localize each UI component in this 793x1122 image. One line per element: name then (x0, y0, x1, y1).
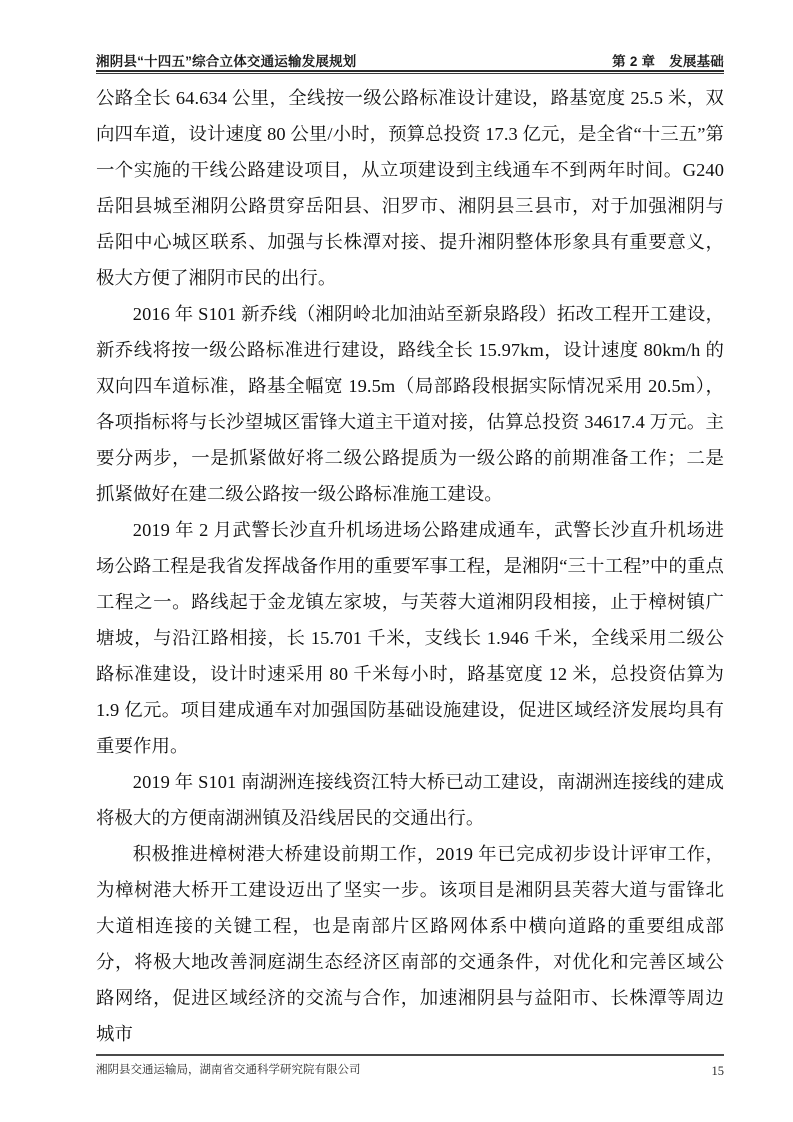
body-paragraph-4: 2019 年 S101 南湖洲连接线资江特大桥已动工建设，南湖洲连接线的建成将极大的方便南湖洲镇及沿线居民的交通出行。 (96, 772, 724, 828)
body-paragraph-3: 2019 年 2 月武警长沙直升机场进场公路建成通车，武警长沙直升机场进场公路工程是我省发挥战备作用的重要军事工程，是湘阴“三十工程”中的重点工程之一。路线起于金龙镇左家坡，与芙蓉大道湘阴段相接，止于樟树镇广塘坡，与沿江路相接，长 15.701 千米，支线长 1.946 千米，全线采用二级公路标准建设，设计时速采用 80 千米每小时，路基宽度 12 米，总投资估算为 1.9 亿元。项目建成通车对加强国防基础设施建设，促进区域经济发展均具有重要作用。 (96, 520, 724, 756)
header-chapter-title: 发展基础 (669, 54, 724, 70)
running-footer (96, 1060, 724, 1082)
header-chapter (612, 55, 724, 70)
footer-organizations: 湘阴县交通运输局，湖南省交通科学研究院有限公司 (96, 1064, 361, 1077)
body-text-area (96, 80, 724, 1044)
footer-divider-rule (96, 1054, 724, 1056)
header-divider-rule (96, 70, 724, 74)
body-paragraph-5: 积极推进樟树港大桥建设前期工作，2019 年已完成初步设计评审工作，为樟树港大桥开工建设迈出了坚实一步。该项目是湘阴县芙蓉大道与雷锋北大道相连接的关键工程，也是南部片区路网体系中横向道路的重要组成部分，将极大地改善洞庭湖生态经济区南部的交通条件，对优化和完善区域公路网络，促进区域经济的交流与合作，加速湘阴县与益阳市、长株潭等周边城市 (96, 844, 724, 1044)
header-rule-thick (96, 70, 724, 72)
header-rule-thin (96, 73, 724, 74)
header-document-title: 湘阴县“十四五”综合立体交通运输发展规划 (96, 54, 357, 70)
header-chapter-number: 第 2 章 (612, 54, 656, 70)
running-header (96, 44, 724, 70)
footer-page-number: 15 (711, 1063, 724, 1078)
body-paragraph-2: 2016 年 S101 新乔线（湘阴岭北加油站至新泉路段）拓改工程开工建设，新乔线将按一级公路标准进行建设，路线全长 15.97km，设计速度 80km/h 的双向四车道标准，路基全幅宽 19.5m（局部路段根据实际情况采用 20.5m），各项指标将与长沙望城区雷锋大道主干道对接，估算总投资 34617.4 万元。主要分两步，一是抓紧做好将二级公路提质为一级公路的前期准备工作；二是抓紧做好在建二级公路按一级公路标准施工建设。 (96, 304, 724, 504)
body-paragraph-1: 公路全长 64.634 公里，全线按一级公路标准设计建设，路基宽度 25.5 米，双向四车道，设计速度 80 公里/小时，预算总投资 17.3 亿元，是全省“十三五”第一个实施的干线公路建设项目，从立项建设到主线通车不到两年时间。G240 岳阳县城至湘阴公路贯穿岳阳县、汨罗市、湘阴县三县市，对于加强湘阴与岳阳中心城区联系、加强与长株潭对接、提升湘阴整体形象具有重要意义，极大方便了湘阴市民的出行。 (96, 88, 724, 288)
